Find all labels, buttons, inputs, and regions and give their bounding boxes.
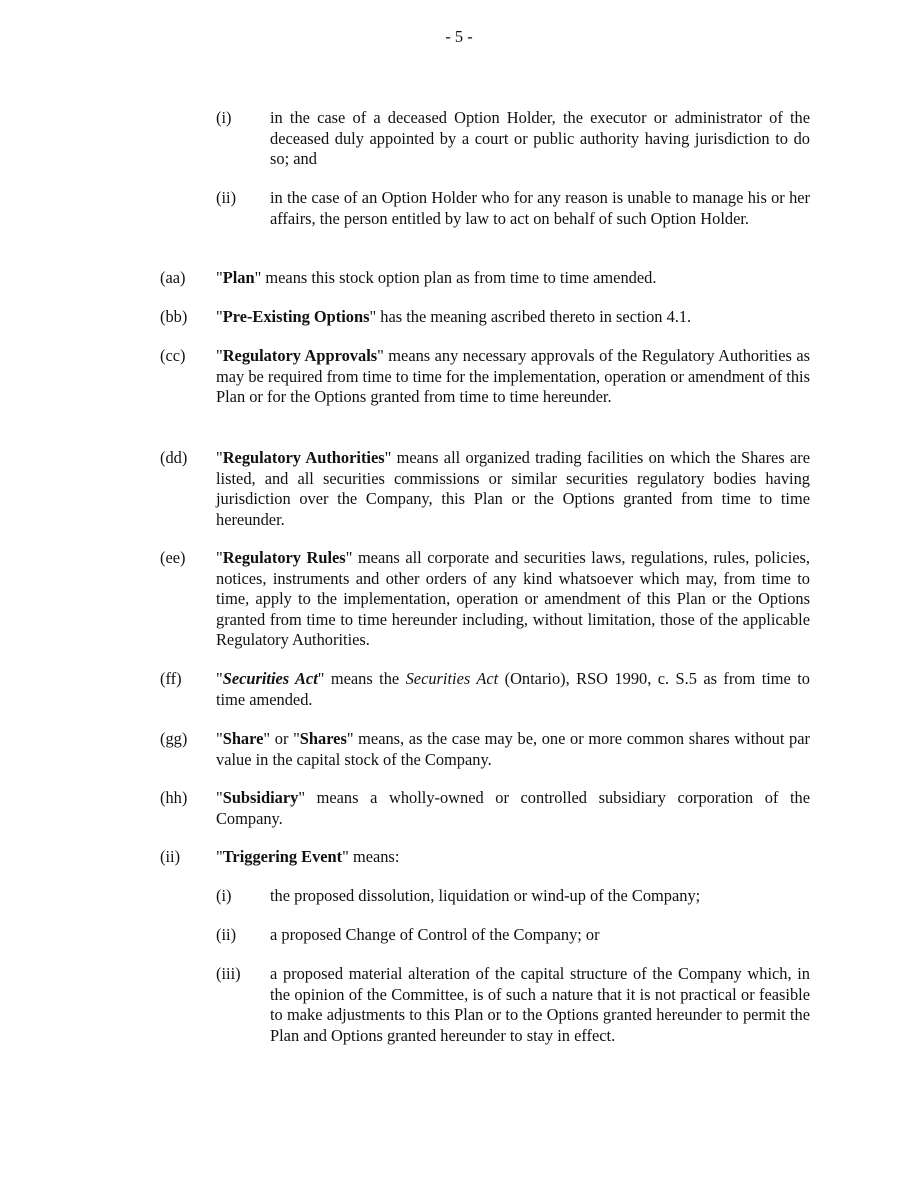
defined-term: Regulatory Rules <box>222 548 346 567</box>
definition-text: means a wholly-owned or controlled subsidiary corporation of the Company. <box>216 788 810 828</box>
item-label: (aa) <box>160 268 186 287</box>
page-number: - 5 - <box>445 27 473 46</box>
item-label: (hh) <box>160 788 188 807</box>
defined-term: Regulatory Approvals <box>222 346 378 365</box>
statute-name: Securities Act <box>405 669 499 688</box>
definition-text: means, as the case may be, one or more common shares without par value in the capital stock of the Company. <box>216 729 810 769</box>
item-label: (dd) <box>160 448 188 467</box>
item-text: "Securities Act" means the Securities Act (Ontario), RSO 1990, c. S.5 as from time to time amended. <box>216 669 810 709</box>
item-text: "Regulatory Rules" means all corporate and securities laws, regulations, rules, policies, notices, instruments and other orders of any kind whatsoever which may, from time to time, apply to the implementation, operation or amendment of this Plan or the Options granted from time to time hereunder including, without limitation, those of the applicable Regulatory Authorities. <box>216 548 810 649</box>
definition-text: means all corporate and securities laws, regulations, rules, policies, notices, instruments and other orders of any kind whatsoever which may, from time to time, apply to the implementation, operation or amendment of this Plan or the Options granted from time to time hereunder including, without limitation, those of the applicable Regulatory Authorities. <box>216 548 810 649</box>
defined-term: Plan <box>222 268 255 287</box>
defined-term: Regulatory Authorities <box>222 448 385 467</box>
item-text: "Pre-Existing Options" has the meaning ascribed thereto in section 4.1. <box>216 307 692 326</box>
defined-term: Share <box>222 729 264 748</box>
connector-text: or <box>270 729 294 748</box>
defined-term: Securities Act <box>222 669 318 688</box>
item-label: (cc) <box>160 346 186 365</box>
item-text: in the case of a deceased Option Holder, the executor or administrator of the deceased duly appointed by a court or public authority having jurisdiction to do so; and <box>270 108 810 168</box>
definition-text: means all organized trading facilities on which the Shares are listed, and all securities commissions or similar securities regulatory bodies having jurisdiction over the Company, this Plan or the Options granted from time to time hereunder. <box>216 448 810 529</box>
defined-term: Shares <box>299 729 347 748</box>
item-text: "Plan" means this stock option plan as from time to time amended. <box>216 268 657 287</box>
defined-term: Pre-Existing Options <box>222 307 370 326</box>
item-text: in the case of an Option Holder who for any reason is unable to manage his or her affairs, the person entitled by law to act on behalf of such Option Holder. <box>270 188 810 228</box>
item-text: "Share" or "Shares" means, as the case may be, one or more common shares without par value in the capital stock of the Company. <box>216 729 810 769</box>
definition-text: means: <box>348 847 400 866</box>
item-text: a proposed Change of Control of the Company; or <box>270 925 600 944</box>
definition-text: means this stock option plan as from time to time amended. <box>261 268 657 287</box>
item-label: (i) <box>216 886 232 905</box>
definition-text: means any necessary approvals of the Regulatory Authorities as may be required from time to time for the implementation, operation or amendment of this Plan or for the Options granted from time to time hereunder. <box>216 346 810 406</box>
item-text: "Regulatory Approvals" means any necessary approvals of the Regulatory Authorities as may be required from time to time for the implementation, operation or amendment of this Plan or for the Options granted from time to time hereunder. <box>216 346 810 406</box>
item-text: "Subsidiary" means a wholly-owned or controlled subsidiary corporation of the Company. <box>216 788 810 828</box>
definition-text: means the <box>324 669 406 688</box>
item-text: "Triggering Event" means: <box>216 847 400 866</box>
item-text: the proposed dissolution, liquidation or wind-up of the Company; <box>270 886 701 905</box>
item-text: "Regulatory Authorities" means all organized trading facilities on which the Shares are listed, and all securities commissions or similar securities regulatory bodies having jurisdiction over the Company, this Plan or the Options granted from time to time hereunder. <box>216 448 810 529</box>
item-label: (ii) <box>160 847 181 866</box>
item-label: (bb) <box>160 307 188 326</box>
definition-text: has the meaning ascribed thereto in section 4.1. <box>376 307 692 326</box>
item-label: (gg) <box>160 729 188 748</box>
defined-term: Triggering Event <box>222 847 343 866</box>
definition-text: (Ontario), RSO 1990, c. S.5 as from time to time amended. <box>216 669 810 709</box>
item-text: a proposed material alteration of the capital structure of the Company which, in the opinion of the Committee, is of such a nature that it is not practical or feasible to make adjustments to this Plan or to the Options granted hereunder to permit the Plan and Options granted hereunder to stay in effect. <box>270 964 810 1045</box>
item-label: (ii) <box>216 188 237 207</box>
item-label: (ff) <box>160 669 182 688</box>
item-label: (ii) <box>216 925 237 944</box>
item-label: (ee) <box>160 548 186 567</box>
defined-term: Subsidiary <box>222 788 299 807</box>
item-label: (iii) <box>216 964 241 983</box>
item-label: (i) <box>216 108 232 127</box>
